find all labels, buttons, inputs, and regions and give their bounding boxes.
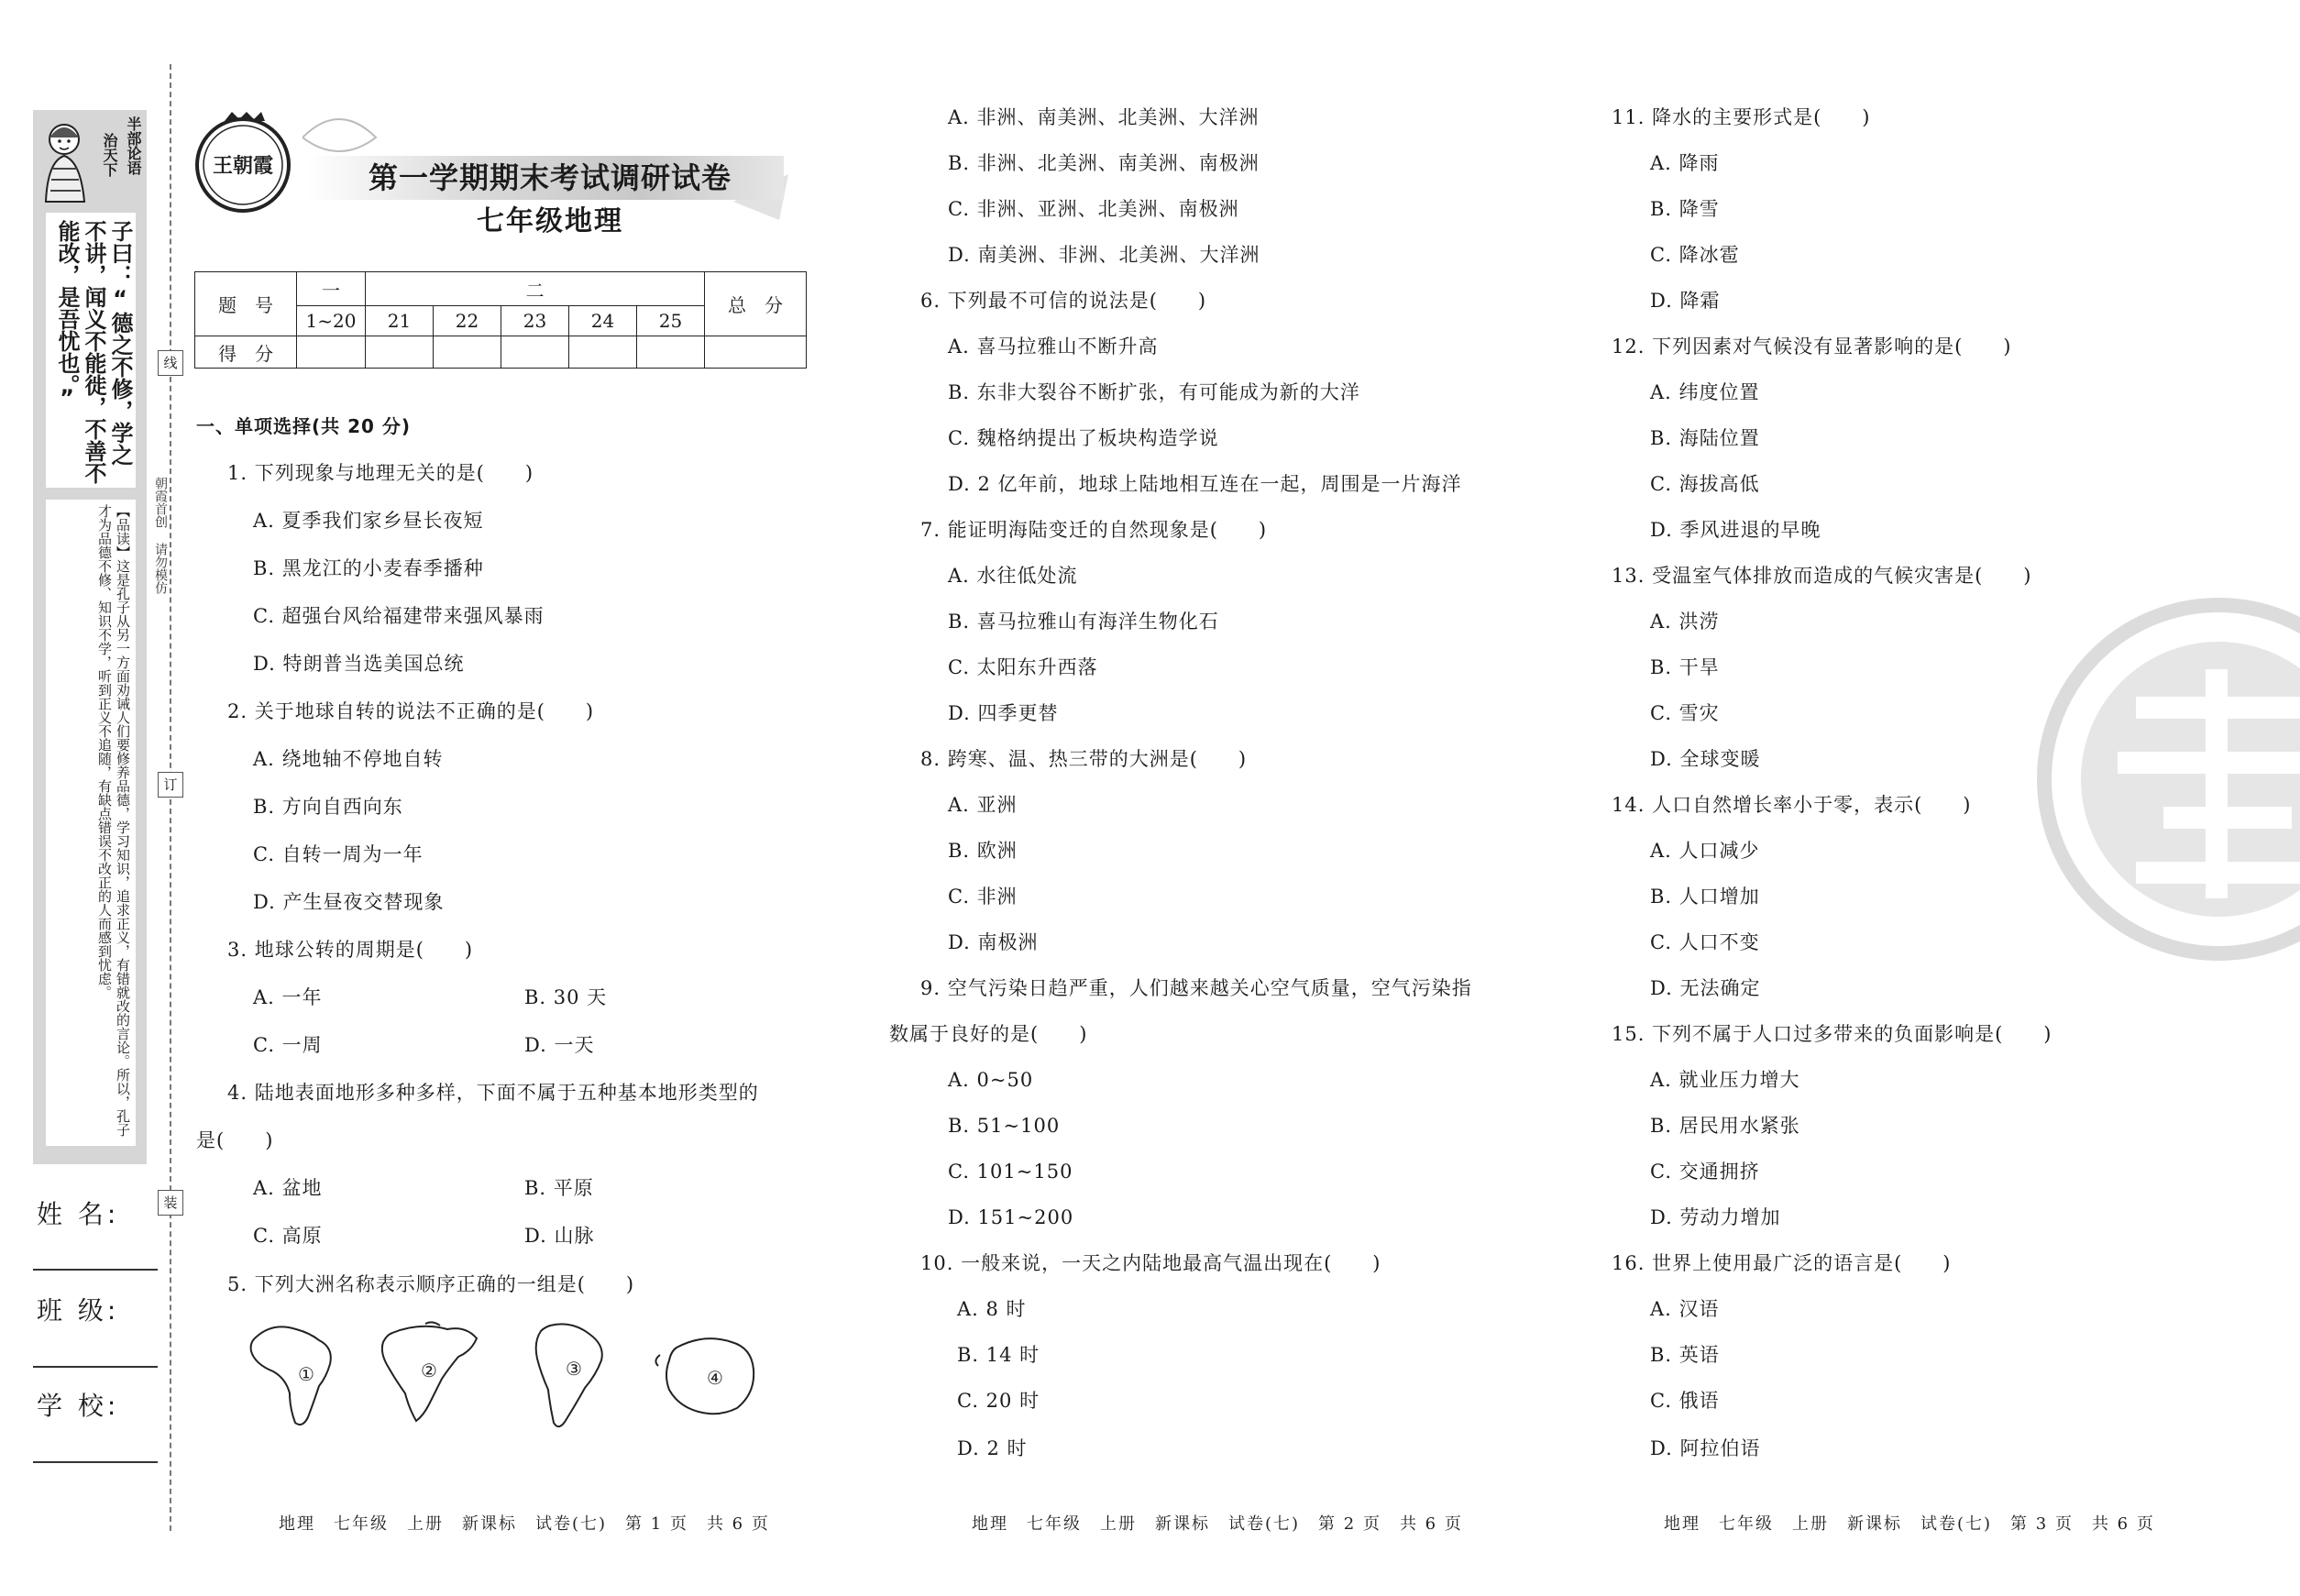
class-label: 班 级: (37, 1295, 120, 1326)
school-field[interactable] (33, 1461, 158, 1463)
footer-curriculum: 新课标 (462, 1514, 517, 1534)
secret-stamp-icon (2026, 587, 2300, 972)
total-header: 总 分 (705, 272, 807, 336)
footer-page: 第 2 页 (1318, 1514, 1381, 1534)
confucius-quote: 子曰：“德之不修，学之不讲，闻义不能徙，不善不能改，是吾忧也。” (54, 220, 133, 484)
question-4: 4. 陆地表面地形多种多样，下面不属于五种基本地形类型的 (227, 1082, 759, 1104)
score-cell[interactable] (501, 336, 569, 369)
question-7: 7. 能证明海陆变迁的自然现象是( ) (920, 519, 1268, 541)
footer-page: 第 3 页 (2010, 1514, 2074, 1534)
option-2b: B. 方向自西向东 (253, 796, 403, 818)
option-9d: D. 151~200 (948, 1206, 1074, 1228)
option-11d: D. 降霜 (1650, 290, 1721, 312)
footer-grade: 七年级 (1719, 1514, 1774, 1534)
question-14: 14. 人口自然增长率小于零，表示( ) (1612, 794, 1972, 816)
question-4-cont: 是( ) (196, 1129, 274, 1151)
score-cell[interactable] (705, 336, 807, 369)
question-1: 1. 下列现象与地理无关的是( ) (227, 462, 534, 484)
option-16b: B. 英语 (1650, 1344, 1720, 1366)
cut-mark-pack: 装 (158, 1190, 183, 1216)
question-11: 11. 降水的主要形式是( ) (1612, 106, 1871, 128)
cut-line (170, 64, 171, 1531)
footer-subject: 地理 (279, 1514, 315, 1534)
footer-subject: 地理 (1664, 1514, 1700, 1534)
question-9-cont: 数属于良好的是( ) (889, 1023, 1088, 1045)
option-1b: B. 黑龙江的小麦春季播种 (253, 557, 484, 579)
option-3b: B. 30 天 (524, 986, 608, 1008)
q22-header: 22 (434, 306, 501, 336)
option-5d: D. 南美洲、非洲、北美洲、大洋洲 (948, 244, 1260, 266)
option-15b: B. 居民用水紧张 (1650, 1115, 1800, 1137)
option-10d: D. 2 时 (957, 1437, 1028, 1459)
continent-maps (246, 1320, 777, 1435)
score-cell[interactable] (637, 336, 705, 369)
part2-header: 二 (366, 272, 705, 306)
option-3a: A. 一年 (253, 986, 323, 1008)
option-12c: C. 海拔高低 (1650, 473, 1760, 495)
footer-page: 第 1 页 (625, 1514, 688, 1534)
option-6c: C. 魏格纳提出了板块构造学说 (948, 427, 1219, 449)
option-2d: D. 产生昼夜交替现象 (253, 891, 445, 913)
option-13d: D. 全球变暖 (1650, 748, 1761, 770)
cut-mark-bind: 订 (158, 772, 183, 798)
option-8d: D. 南极洲 (948, 931, 1039, 953)
option-15a: A. 就业压力增大 (1650, 1069, 1800, 1091)
option-7c: C. 太阳东升西落 (948, 656, 1098, 678)
option-9c: C. 101~150 (948, 1161, 1073, 1183)
map-label-4: ④ (707, 1367, 723, 1389)
school-label: 学 校: (37, 1391, 120, 1421)
logo-text: 王朝霞 (212, 154, 274, 178)
footer-curriculum: 新课标 (1847, 1514, 1902, 1534)
question-12: 12. 下列因素对气候没有显著影响的是( ) (1612, 336, 2012, 358)
part1-header: 一 (297, 272, 366, 306)
question-15: 15. 下列不属于人口过多带来的负面影响是( ) (1612, 1023, 2052, 1045)
score-cell[interactable] (434, 336, 501, 369)
option-8a: A. 亚洲 (948, 794, 1018, 816)
option-7b: B. 喜马拉雅山有海洋生物化石 (948, 611, 1219, 633)
option-15c: C. 交通拥挤 (1650, 1161, 1760, 1183)
question-10: 10. 一般来说，一天之内陆地最高气温出现在( ) (920, 1252, 1381, 1274)
footer-grade: 七年级 (1027, 1514, 1082, 1534)
exam-subtitle: 七年级地理 (477, 205, 623, 237)
option-9a: A. 0~50 (948, 1069, 1034, 1091)
option-11b: B. 降雪 (1650, 198, 1720, 220)
option-10a: A. 8 时 (957, 1298, 1027, 1320)
section-heading: 一、单项选择(共 20 分) (196, 415, 412, 437)
side-warning: 朝霞首创 请勿模仿 (153, 477, 168, 594)
footer-volume: 上册 (1100, 1514, 1137, 1534)
footer-subject: 地理 (972, 1514, 1008, 1534)
question-5: 5. 下列大洲名称表示顺序正确的一组是( ) (227, 1273, 635, 1295)
footer-paper: 试卷(七) (535, 1514, 608, 1534)
motto-text: 半部论语 (125, 116, 142, 175)
score-table (194, 271, 807, 369)
option-14d: D. 无法确定 (1650, 977, 1761, 999)
footer-total: 共 6 页 (706, 1514, 770, 1534)
option-12d: D. 季风进退的早晚 (1650, 519, 1821, 541)
question-8: 8. 跨寒、温、热三带的大洲是( ) (920, 748, 1248, 770)
option-4c: C. 高原 (253, 1225, 323, 1247)
name-label: 姓 名: (37, 1199, 120, 1229)
option-15d: D. 劳动力增加 (1650, 1206, 1781, 1228)
question-3: 3. 地球公转的周期是( ) (227, 939, 474, 961)
africa-map (251, 1326, 331, 1425)
option-1a: A. 夏季我们家乡昼长夜短 (253, 510, 484, 532)
exam-title: 第一学期期末考试调研试卷 (368, 160, 732, 195)
option-4d: D. 山脉 (524, 1225, 595, 1247)
row-label-number: 题 号 (195, 272, 297, 336)
question-2: 2. 关于地球自转的说法不正确的是( ) (227, 700, 595, 722)
option-6b: B. 东非大裂谷不断扩张，有可能成为新的大洋 (948, 381, 1360, 403)
option-2a: A. 绕地轴不停地自转 (253, 748, 444, 770)
option-11a: A. 降雨 (1650, 152, 1720, 174)
q24-header: 24 (569, 306, 637, 336)
page-footer-3 (1664, 1511, 2173, 1535)
option-13b: B. 干旱 (1650, 656, 1720, 678)
option-16c: C. 俄语 (1650, 1390, 1720, 1412)
option-4a: A. 盆地 (253, 1177, 323, 1199)
option-6d: D. 2 亿年前，地球上陆地相互连在一起，周围是一片海洋 (948, 473, 1462, 495)
option-14c: C. 人口不变 (1650, 931, 1760, 953)
option-10b: B. 14 时 (957, 1344, 1040, 1366)
part1-range: 1~20 (297, 306, 366, 336)
option-3d: D. 一天 (524, 1034, 595, 1056)
score-cell[interactable] (366, 336, 434, 369)
option-8c: C. 非洲 (948, 886, 1018, 908)
footer-total: 共 6 页 (1399, 1514, 1463, 1534)
option-12b: B. 海陆位置 (1650, 427, 1760, 449)
score-cell[interactable] (297, 336, 366, 369)
option-14b: B. 人口增加 (1650, 886, 1760, 908)
option-1d: D. 特朗普当选美国总统 (253, 653, 465, 675)
footer-curriculum: 新课标 (1155, 1514, 1210, 1534)
option-14a: A. 人口减少 (1650, 840, 1760, 862)
brand-logo-icon (188, 108, 298, 218)
footer-volume: 上册 (407, 1514, 444, 1534)
q25-header: 25 (637, 306, 705, 336)
option-9b: B. 51~100 (948, 1115, 1061, 1137)
option-11c: C. 降冰雹 (1650, 244, 1740, 266)
option-5c: C. 非洲、亚洲、北美洲、南极洲 (948, 198, 1239, 220)
map-label-3: ③ (566, 1358, 582, 1380)
option-2c: C. 自转一周为一年 (253, 843, 424, 865)
option-4b: B. 平原 (524, 1177, 594, 1199)
q21-header: 21 (366, 306, 434, 336)
question-6: 6. 下列最不可信的说法是( ) (920, 290, 1207, 312)
cut-mark-line: 线 (158, 350, 183, 376)
map-label-2: ② (421, 1359, 437, 1381)
antarctica-map (655, 1338, 754, 1414)
option-8b: B. 欧洲 (948, 840, 1018, 862)
scholar-icon (37, 114, 95, 205)
option-12a: A. 纬度位置 (1650, 381, 1760, 403)
q23-header: 23 (501, 306, 569, 336)
question-16: 16. 世界上使用最广泛的语言是( ) (1612, 1252, 1952, 1274)
question-9: 9. 空气污染日趋严重，人们越来越关心空气质量，空气污染指 (920, 977, 1472, 999)
page-footer-2 (972, 1511, 1481, 1535)
option-13c: C. 雪灾 (1650, 702, 1720, 724)
question-13: 13. 受温室气体排放而造成的气候灾害是( ) (1612, 565, 2032, 587)
option-16a: A. 汉语 (1650, 1298, 1720, 1320)
option-16d: D. 阿拉伯语 (1650, 1437, 1761, 1459)
option-1c: C. 超强台风给福建带来强风暴雨 (253, 605, 545, 627)
motto-text-2: 治天下 (101, 133, 118, 177)
footer-paper: 试卷(七) (1920, 1514, 1993, 1534)
map-label-1: ① (298, 1363, 314, 1385)
footer-grade: 七年级 (334, 1514, 389, 1534)
option-7a: A. 水往低处流 (948, 565, 1078, 587)
option-5a: A. 非洲、南美洲、北美洲、大洋洲 (948, 106, 1260, 128)
row-label-score: 得 分 (195, 336, 297, 369)
option-7d: D. 四季更替 (948, 702, 1059, 724)
name-field[interactable] (33, 1269, 158, 1271)
option-10c: C. 20 时 (957, 1390, 1040, 1412)
page-footer-1 (279, 1511, 788, 1535)
footer-paper: 试卷(七) (1228, 1514, 1301, 1534)
option-13a: A. 洪涝 (1650, 611, 1720, 633)
footer-volume: 上册 (1792, 1514, 1829, 1534)
footer-total: 共 6 页 (2091, 1514, 2155, 1534)
option-3c: C. 一周 (253, 1034, 323, 1056)
option-5b: B. 非洲、北美洲、南美洲、南极洲 (948, 152, 1260, 174)
option-6a: A. 喜马拉雅山不断升高 (948, 336, 1159, 358)
class-field[interactable] (33, 1366, 158, 1368)
score-cell[interactable] (569, 336, 637, 369)
quote-commentary: 【品读】这是孔子从另一方面劝诫人们要修养品德，学习知识，追求正义，有错就改的言论。所以，孔子才为品德不修、知识不学，听到正义不追随，有缺点错误不改正的人而感到忧虑。 (96, 504, 131, 1137)
